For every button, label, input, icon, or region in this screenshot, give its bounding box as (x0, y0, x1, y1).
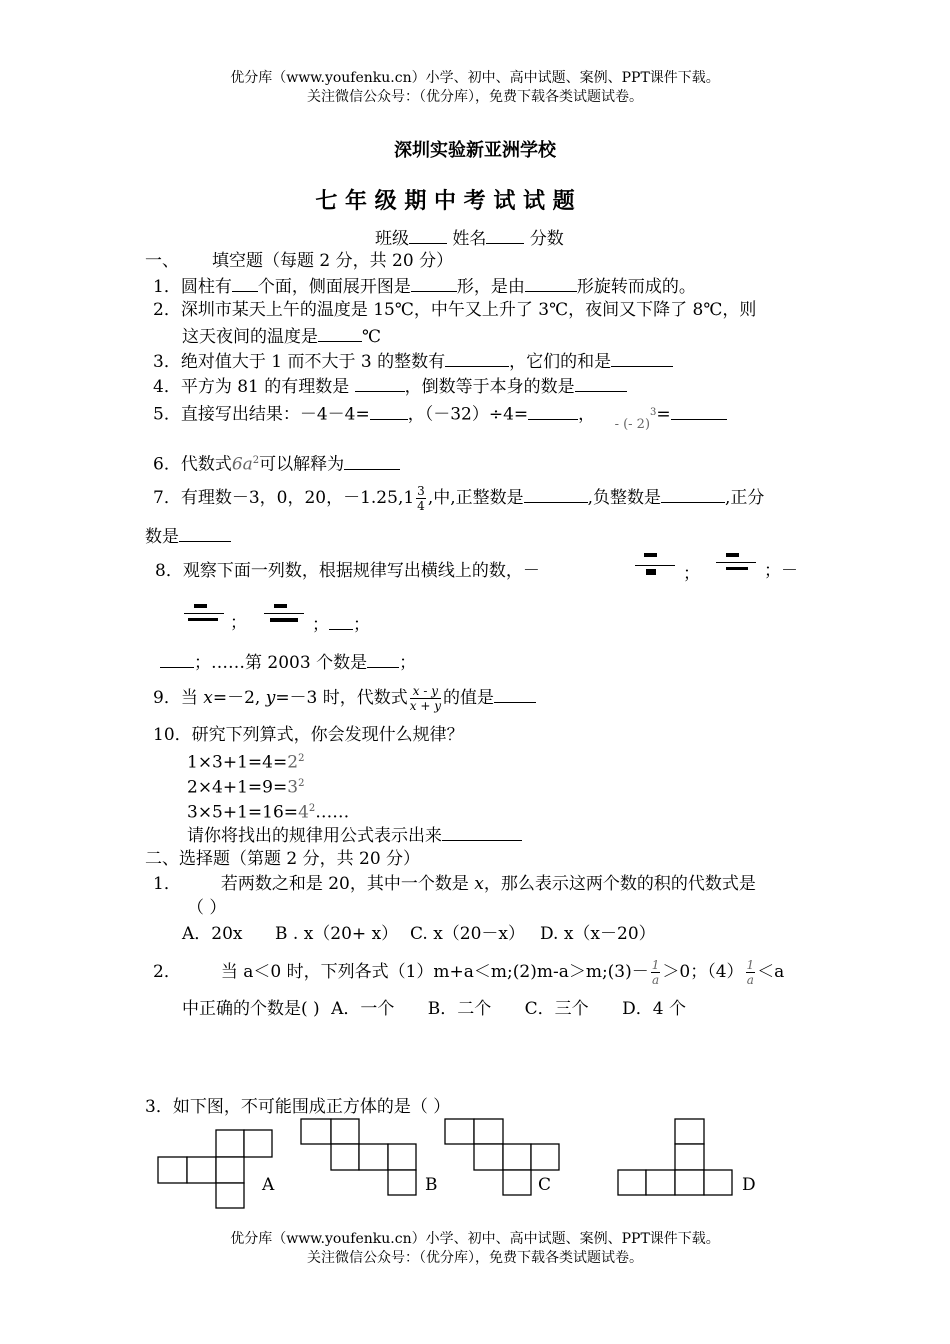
q2-2-opt-b[interactable]: B．二个 (427, 999, 492, 1019)
q8-sep: ；－ (764, 561, 798, 581)
header-line-2: 关注微信公众号：（优分库），免费下载各类试题试卷。 (307, 89, 643, 105)
q1-7-cont: 数是 (145, 524, 231, 548)
q10-line2: $2\times 4+1=9=3^2$ (187, 777, 305, 798)
section1-title: 填空题（每题 2 分，共 20 分） (212, 251, 454, 271)
q8-sep: ； ； (312, 612, 370, 636)
q10-line4: 请你将找出的规律用公式表示出来 (187, 823, 522, 847)
q1-8-cont: ；……第 2003 个数是 ； (160, 650, 416, 674)
header-line-1: 优分库（www.youfenku.cn）小学、初中、高中试题、案例、PPT课件下载。 (230, 70, 720, 86)
section2-title: 二、选择题（第题 2 分，共 20 分） (145, 849, 421, 869)
q2-1-opt-b[interactable]: B . x（20+ x） (275, 924, 399, 944)
net-b (301, 1119, 416, 1195)
q1-10: 10．研究下列算式，你会发现什么规律？ (153, 725, 464, 745)
q1-5: 5．直接写出结果：－4－4= ，（－32）÷4= ， $_{- (- 2)}^3$= (153, 400, 727, 428)
footer-line-1: 优分库（www.youfenku.cn）小学、初中、高中试题、案例、PPT课件下载。 (230, 1231, 720, 1247)
q1-1: 1．圆柱有 个面，侧面展开图是 形，是由 形旋转而成的。 (153, 274, 696, 298)
name-label: 姓名 (452, 229, 487, 249)
q2-2-cont: 中正确的个数是( ) A．一个 B．二个 C．三个 D．4 个 (182, 999, 686, 1019)
footer-line-2: 关注微信公众号：（优分库），免费下载各类试题试卷。 (307, 1250, 643, 1266)
q2-1-paren: （ ） (187, 898, 227, 918)
q1-4: 4．平方为 81 的有理数是 ，倒数等于本身的数是 (153, 374, 627, 398)
net-b-label[interactable]: B (425, 1175, 438, 1195)
q1-8: 8．观察下面一列数，根据规律写出横线上的数，－ (155, 561, 540, 581)
exam-title: 七 年 级 期 中 考 试 试 题 (315, 188, 575, 214)
q8-sep: ； (683, 564, 700, 584)
q2-2-opt-c[interactable]: C．三个 (524, 999, 589, 1019)
q2-2-opt-d[interactable]: D．4 个 (622, 999, 686, 1019)
q2-3: 3．如下图，不可能围成正方体的是（ ） (145, 1097, 451, 1117)
school-name: 深圳实验新亚洲学校 (394, 140, 556, 161)
q1-2: 2．深圳市某天上午的温度是 15℃，中午又上升了 3℃，夜间又下降了 8℃，则 (153, 300, 757, 320)
net-c-label[interactable]: C (538, 1175, 552, 1195)
q1-3: 3．绝对值大于 1 而不大于 3 的整数有 ，它们的和是 (153, 349, 673, 373)
net-a-label[interactable]: A (262, 1175, 275, 1195)
q2-2: 2． 当 a＜0 时，下列各式（1）m+a＜m;(2)m-a＞m;(3)－ $\frac{1}{a}$ ＞0；（4） $\frac{1}{a}$ ＜a (153, 958, 785, 987)
score-label: 分数 (529, 229, 564, 249)
net-a (158, 1130, 275, 1208)
q2-1-opt-d[interactable]: D. x（x－20） (540, 924, 656, 944)
class-label: 班级 (375, 229, 409, 249)
q1-2-cont: 这天夜间的温度是 ℃ (182, 324, 381, 348)
q10-line1: $1\times 3+1=4=2^2$ (187, 752, 305, 773)
q2-1-opt-c[interactable]: C. x（20－x） (410, 924, 526, 944)
net-d (618, 1119, 732, 1195)
q10-line3: $3\times 5+1=16=4^2\dots\dots$ (187, 802, 350, 823)
section1-number: 一、 (145, 251, 179, 271)
q1-9: 9．当 x=－2, y=－3 时，代数式 $\frac{x - y}{x + y}$ 的值是 (153, 684, 536, 713)
q2-1: 1． 若两数之和是 20，其中一个数是 x，那么表示这两个数的积的代数式是 (153, 874, 756, 894)
q8-sep: ； (230, 613, 247, 633)
q2-1-opt-a[interactable]: A．20x (182, 924, 243, 944)
q1-7: 7．有理数－3，0，20，－1.25,1 $\frac{3}{4}$ ,中,正整数是 ,负整数是 ,正分 (153, 484, 765, 513)
q1-6: 6．代数式$6a^2$可以解释为 (153, 450, 400, 476)
q2-2-opt-a[interactable]: A．一个 (331, 999, 395, 1019)
net-d-label[interactable]: D (742, 1175, 756, 1195)
